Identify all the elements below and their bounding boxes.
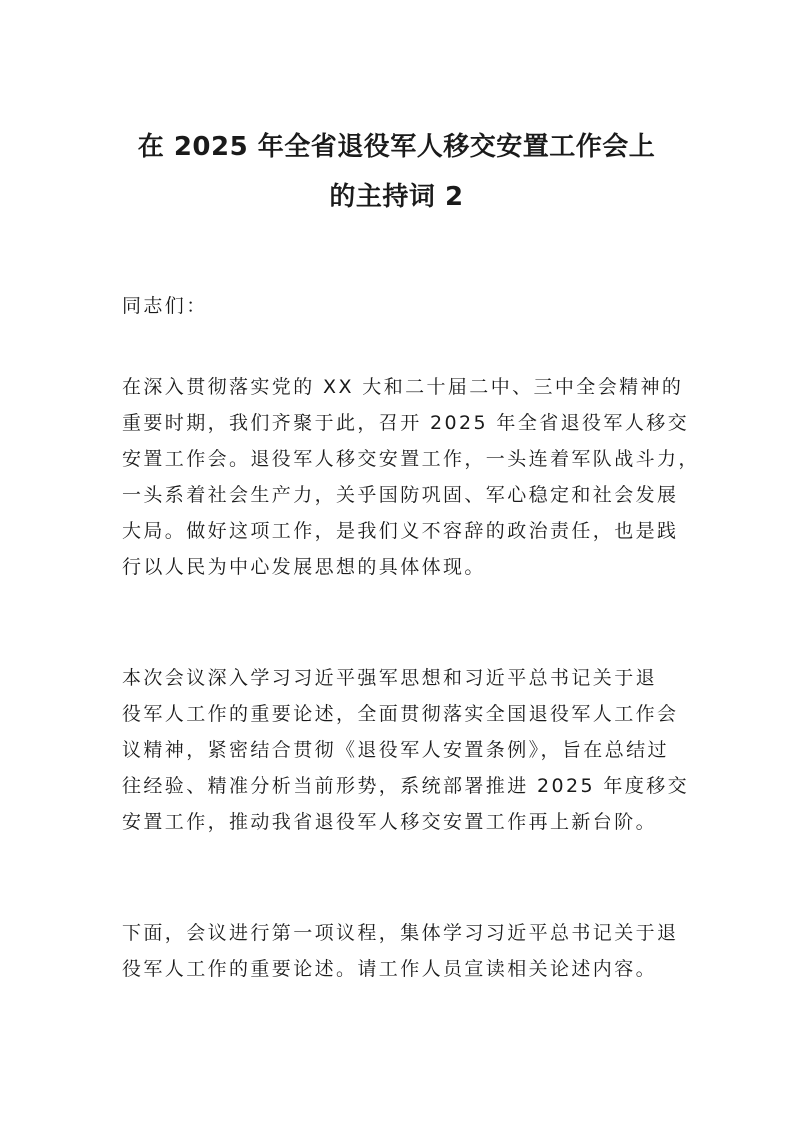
paragraph-line: 议精神，紧密结合贯彻《退役军人安置条例》，旨在总结过: [122, 739, 669, 761]
document-title: [100, 122, 693, 222]
paragraph-line: 役军人工作的重要论述，全面贯彻落实全国退役军人工作会: [122, 703, 679, 725]
paragraph-line: 行以人民为中心发展思想的具体体现。: [122, 556, 486, 578]
title-line: 的主持词 2: [329, 182, 464, 212]
paragraph-line: 下面，会议进行第一项议程，集体学习习近平总书记关于退: [122, 922, 679, 944]
paragraph-line: 重要时期，我们齐聚于此，召开 2025 年全省退役军人移交: [122, 412, 690, 434]
paragraph-line: 本次会议深入学习习近平强军思想和习近平总书记关于退: [122, 667, 658, 689]
paragraph-line: 在深入贯彻落实党的 XX 大和二十届二中、三中全会精神的: [122, 376, 684, 398]
paragraph-line: 大局。做好这项工作，是我们义不容辞的政治责任，也是践: [122, 520, 679, 542]
paragraph-line: 安置工作，推动我省退役军人移交安置工作再上新台阶。: [122, 811, 658, 833]
salutation: 同志们：: [122, 295, 208, 317]
paragraph-line: 役军人工作的重要论述。请工作人员宣读相关论述内容。: [122, 958, 658, 980]
paragraph-3: [122, 915, 678, 987]
paragraph-line: 一头系着社会生产力，关乎国防巩固、军心稳定和社会发展: [122, 484, 679, 506]
paragraph-1: [122, 369, 700, 585]
paragraph-line: 往经验、精准分析当前形势，系统部署推进 2025 年度移交: [122, 775, 690, 797]
title-line: 在 2025 年全省退役军人移交安置工作会上: [137, 132, 656, 162]
paragraph-2: [122, 660, 690, 840]
paragraph-line: 安置工作会。退役军人移交安置工作，一头连着军队战斗力，: [122, 448, 700, 470]
